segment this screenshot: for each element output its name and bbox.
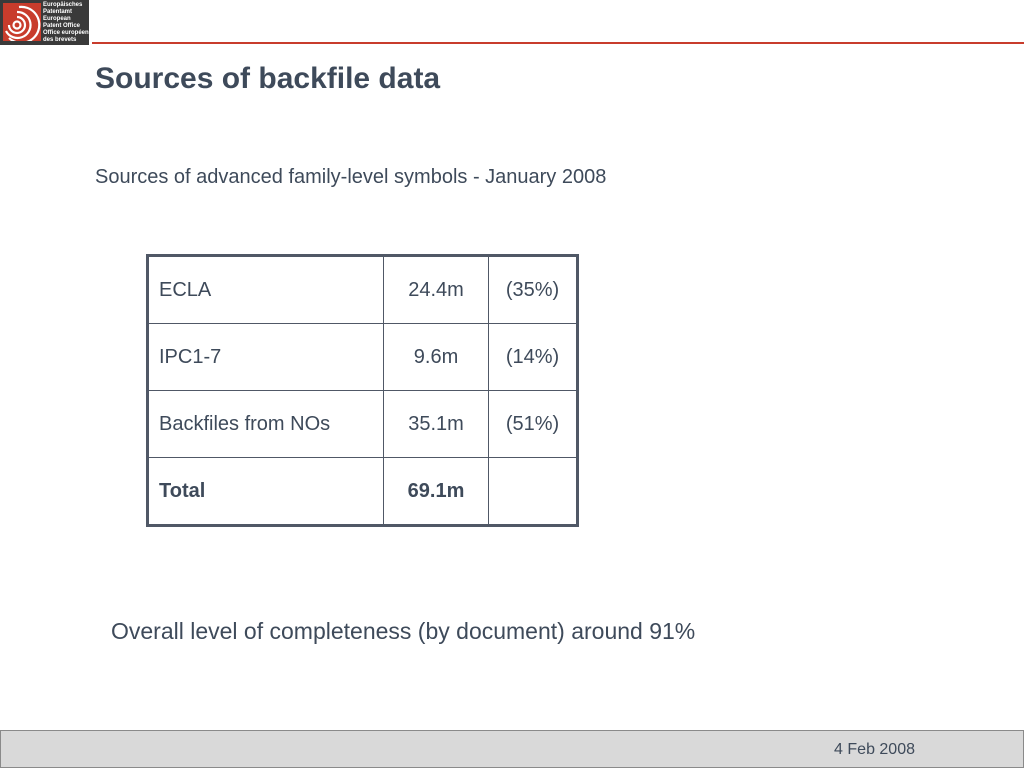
footer-date: 4 Feb 2008 xyxy=(834,741,915,758)
table-row xyxy=(148,324,578,391)
row-value: 9.6m xyxy=(384,324,489,391)
row-value: 35.1m xyxy=(384,391,489,458)
completeness-summary: Overall level of completeness (by document) around 91% xyxy=(111,618,696,644)
table-row-total xyxy=(148,458,578,526)
logo-line: European xyxy=(43,16,71,22)
row-share: (14%) xyxy=(489,324,578,391)
epo-logo xyxy=(0,0,89,45)
slide-subtitle: Sources of advanced family-level symbols - January 2008 xyxy=(95,166,607,188)
logo-line: Patent Office xyxy=(43,23,81,29)
logo-line: Europäisches xyxy=(43,2,83,8)
table-row xyxy=(148,391,578,458)
row-share xyxy=(489,458,578,526)
row-label: Backfiles from NOs xyxy=(148,391,384,458)
epo-logo-icon xyxy=(3,3,41,41)
backfile-sources-table xyxy=(146,254,579,527)
row-label: Total xyxy=(148,458,384,526)
logo-line: des brevets xyxy=(43,37,77,43)
logo-text xyxy=(43,2,89,44)
row-share: (51%) xyxy=(489,391,578,458)
row-value: 69.1m xyxy=(384,458,489,526)
row-label: ECLA xyxy=(148,256,384,324)
row-value: 24.4m xyxy=(384,256,489,324)
row-share: (35%) xyxy=(489,256,578,324)
logo-line: Patentamt xyxy=(43,9,73,15)
logo-line: Office européen xyxy=(43,30,89,36)
table-row xyxy=(148,256,578,324)
header-rule xyxy=(92,42,1024,44)
footer-bar xyxy=(0,730,1024,768)
row-label: IPC1-7 xyxy=(148,324,384,391)
slide-title: Sources of backfile data xyxy=(95,62,441,95)
